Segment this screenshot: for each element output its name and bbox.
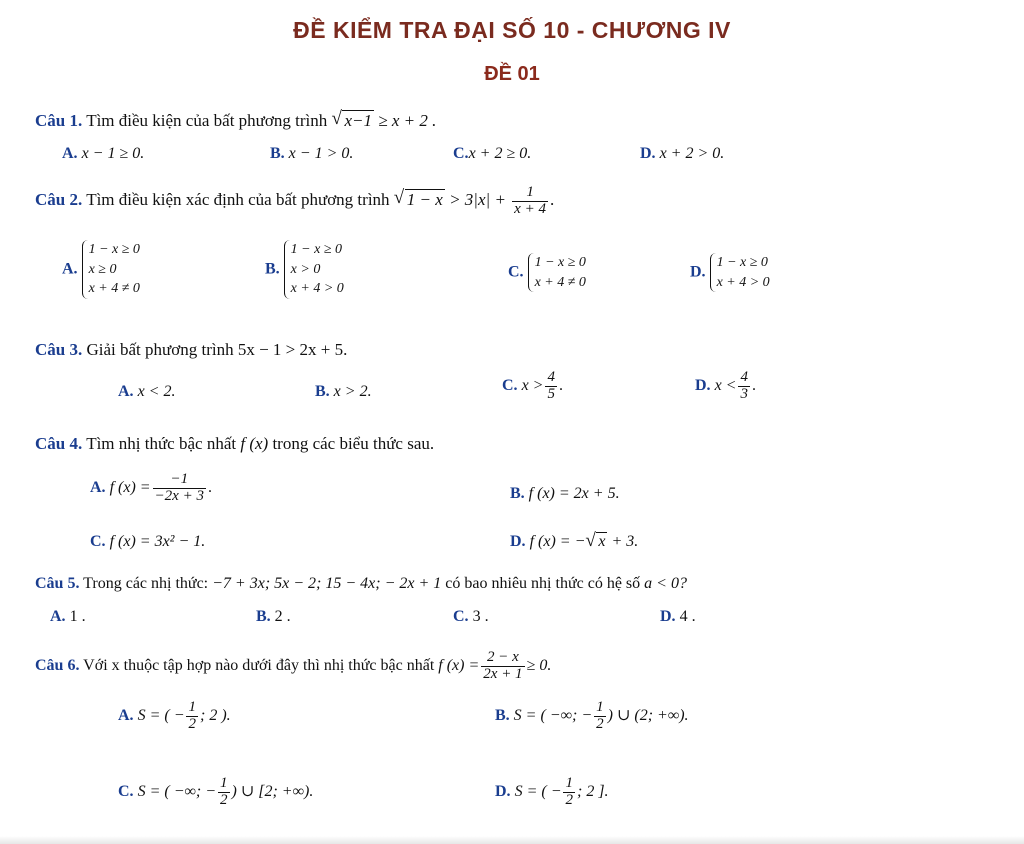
q3-option-a[interactable]: A. x < 2.: [118, 383, 176, 400]
question-2: Câu 2. Tìm điều kiện xác định của bất phương trình √ 1 − x > 3|x| + $\frac{1}{x + 4}$ .: [35, 184, 555, 217]
q6-option-d[interactable]: D. S = ( − $\frac{1}{2}$ ; 2 ].: [495, 775, 609, 808]
q3-option-d[interactable]: D. x < $\frac{4}{3}$ .: [695, 369, 756, 402]
q5-option-d[interactable]: D. 4 .: [660, 608, 696, 625]
exam-title: ĐỀ KIỂM TRA ĐẠI SỐ 10 - CHƯƠNG IV: [293, 17, 731, 43]
question-3-label: Câu 3.: [35, 340, 83, 359]
question-6-fraction: $\frac{2 - x}{2x + 1}$: [483, 649, 523, 682]
question-6-text: Với x thuộc tập hợp nào dưới đây thì nhị thức bậc nhất: [83, 656, 435, 674]
question-5-text-2: có bao nhiêu nhị thức có hệ số: [445, 575, 641, 592]
q2-option-a[interactable]: A. 1 − x ≥ 0 x ≥ 0 x + 4 ≠ 0: [62, 240, 140, 299]
question-4-fx: f (x): [240, 434, 269, 453]
q1-option-b[interactable]: B. x − 1 > 0.: [270, 145, 354, 162]
question-1-sqrt: √ x−1: [331, 108, 373, 130]
question-1-expr: ≥ x + 2 .: [378, 111, 437, 130]
question-1-radicand: x−1: [344, 111, 373, 130]
q1-option-d[interactable]: D. x + 2 > 0.: [640, 145, 725, 162]
question-2-sqrt: √ 1 − x: [393, 187, 443, 210]
question-6-label: Câu 6.: [35, 656, 80, 674]
q5-option-b[interactable]: B. 2 .: [256, 608, 291, 625]
question-6: Câu 6. Với x thuộc tập hợp nào dưới đây thì nhị thức bậc nhất f (x) = $\frac{2 - x}{2x + 1}$ ≥ 0.: [35, 649, 552, 682]
question-3-text: Giải bất phương trình: [86, 340, 234, 359]
q6-option-c[interactable]: C. S = ( −∞; − $\frac{1}{2}$ ) ∪ [2; +∞).: [118, 775, 314, 808]
question-5-expr: −7 + 3x; 5x − 2; 15 − 4x; − 2x + 1: [212, 575, 442, 592]
q2-option-d[interactable]: D. 1 − x ≥ 0 x + 4 > 0: [690, 253, 770, 292]
question-1-label: Câu 1.: [35, 111, 83, 130]
q3-option-b[interactable]: B. x > 2.: [315, 383, 372, 400]
q4-option-b[interactable]: B. f (x) = 2x + 5.: [510, 485, 620, 502]
q4-option-c[interactable]: C. f (x) = 3x² − 1.: [90, 533, 206, 550]
question-2-text: Tìm điều kiện xác định của bất phương trình: [86, 190, 390, 210]
q2-option-c[interactable]: C. 1 − x ≥ 0 x + 4 ≠ 0: [508, 253, 586, 292]
q4-option-d[interactable]: D. f (x) = − √ x + 3.: [510, 530, 639, 551]
question-4-text: Tìm nhị thức bậc nhất: [86, 434, 237, 453]
question-3-expr: 5x − 1 > 2x + 5.: [237, 340, 348, 359]
q6-option-a[interactable]: A. S = ( − $\frac{1}{2}$ ; 2 ).: [118, 699, 231, 732]
question-5-label: Câu 5.: [35, 575, 80, 592]
question-5-expr-2: a < 0?: [644, 575, 687, 592]
question-1-text: Tìm điều kiện của bất phương trình: [86, 111, 328, 130]
question-4-label: Câu 4.: [35, 434, 83, 453]
q3-option-c[interactable]: C. x > $\frac{4}{5}$ .: [502, 369, 563, 402]
question-5: [35, 575, 687, 593]
question-5-text: Trong các nhị thức:: [83, 575, 209, 592]
q1-option-c[interactable]: C.x + 2 ≥ 0.: [453, 145, 532, 162]
bottom-edge-divider: [0, 836, 1024, 844]
question-2-fraction: $\frac{1}{x + 4}$: [514, 184, 546, 217]
question-1: [35, 108, 437, 131]
question-4-text-2: trong các biểu thức sau.: [272, 434, 435, 453]
q5-option-c[interactable]: C. 3 .: [453, 608, 489, 625]
q2-option-b[interactable]: B. 1 − x ≥ 0 x > 0 x + 4 > 0: [265, 240, 344, 299]
q1-option-a[interactable]: A. x − 1 ≥ 0.: [62, 145, 145, 162]
question-4: [35, 434, 434, 454]
q5-option-a[interactable]: A. 1 .: [50, 608, 86, 625]
q4-option-a[interactable]: A. f (x) = $\frac{-1}{-2x + 3}$ .: [90, 471, 212, 504]
question-2-expr: > 3|x| +: [449, 190, 506, 210]
question-3: [35, 340, 347, 360]
question-2-label: Câu 2.: [35, 190, 83, 210]
q6-option-b[interactable]: B. S = ( −∞; − $\frac{1}{2}$ ) ∪ (2; +∞).: [495, 699, 689, 732]
exam-subtitle: ĐỀ 01: [484, 63, 540, 85]
